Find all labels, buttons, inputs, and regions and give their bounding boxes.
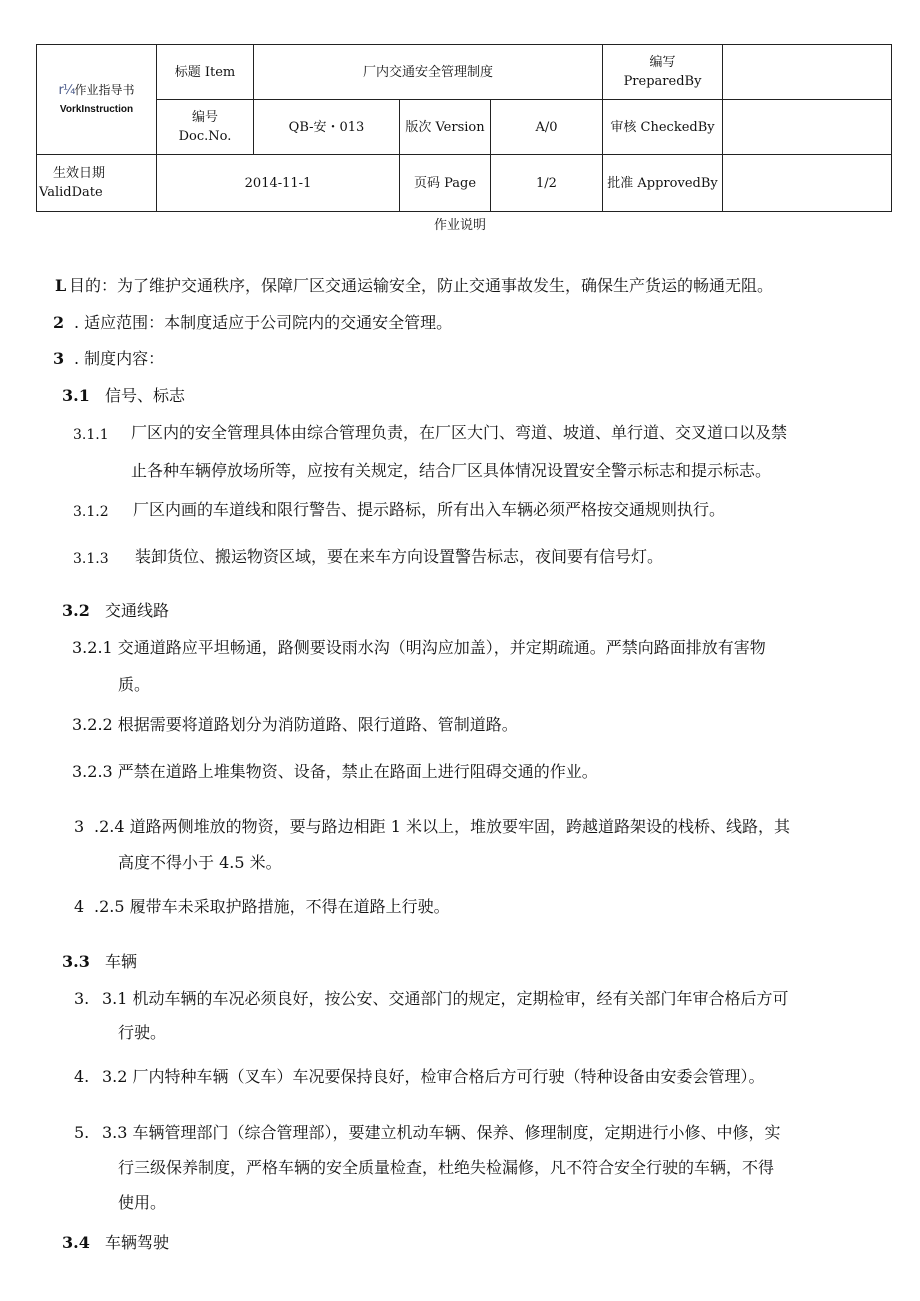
item-3-2-1-line1: 3.2.1 交通道路应平坦畅通，路侧要设雨水沟（明沟应加盖），并定期疏通。严禁向路面排放有害物 <box>72 638 766 657</box>
item-3-1-2-text: 厂区内画的车道线和限行警告、提示路标，所有出入车辆必须严格按交通规则执行。 <box>133 500 726 519</box>
version-label: 版次 Version <box>400 100 491 155</box>
logo-subtitle: VorkInstruction <box>59 103 134 115</box>
item-3-2-4-number: 3 <box>74 817 85 836</box>
section-1-text: 目的：为了维护交通秩序，保障厂区交通运输安全，防止交通事故发生，确保生产货运的畅通无阻。 <box>69 276 774 295</box>
section-3-3-number: 3.3 <box>62 952 90 971</box>
item-3-2-4-line2: 高度不得小于 4.5 米。 <box>118 853 282 872</box>
checked-label: 审核 CheckedBy <box>603 100 723 155</box>
item-3-2-2-text: 3.2.2 根据需要将道路划分为消防道路、限行道路、管制道路。 <box>72 715 518 734</box>
section-3-4-number: 3.4 <box>62 1233 90 1252</box>
valid-date-label-en: ValidDate <box>39 185 103 200</box>
item-3-1-2-number: 3.1.2 <box>73 504 109 520</box>
valid-date-label-cn: 生效日期 <box>53 166 106 181</box>
logo-title: 作业指导书 <box>74 82 135 97</box>
section-3-text: . 制度内容： <box>74 349 165 368</box>
item-3-1-1-number: 3.1.1 <box>73 427 109 443</box>
item-3-3-1-number: 3. <box>74 989 90 1008</box>
section-3-3-heading: 车辆 <box>105 952 138 971</box>
document-header-table <box>36 44 892 212</box>
item-3-2-4-line1: .2.4 道路两侧堆放的物资，要与路边相距 1 米以上，堆放要牢固，跨越道路架设的栈桥、线路，其 <box>94 817 790 836</box>
item-3-3-1-line2: 行驶。 <box>118 1023 167 1042</box>
item-3-3-3-line1: 3.3 车辆管理部门（综合管理部），要建立机动车辆、保养、修理制度，定期进行小修、中修，实 <box>102 1123 781 1142</box>
item-3-3-1-line1: 3.1 机动车辆的车况必须良好，按公安、交通部门的规定，定期检审，经有关部门年审合格后方可 <box>102 989 789 1008</box>
valid-date-value: 2014-11-1 <box>157 155 400 212</box>
item-3-3-3-line3: 使用。 <box>118 1193 167 1212</box>
prepared-label-en: PreparedBy <box>623 74 702 89</box>
item-3-3-2-number: 4. <box>74 1067 90 1086</box>
section-3-2-heading: 交通线路 <box>105 601 170 620</box>
item-3-1-3-number: 3.1.3 <box>73 551 109 567</box>
item-3-1-1-line1: 厂区内的安全管理具体由综合管理负责，在厂区大门、弯道、坡道、单行道、交叉道口以及禁 <box>131 423 788 442</box>
valid-date-label <box>37 155 157 212</box>
docno-label-cn: 编号 <box>191 110 218 125</box>
item-3-2-1-line2: 质。 <box>118 675 151 694</box>
item-3-2-5-text: .2.5 履带车未采取护路措施，不得在道路上行驶。 <box>94 897 450 916</box>
item-3-3-2-text: 3.2 厂内特种车辆（叉车）车况要保持良好，检审合格后方可行驶（特种设备由安委会管理）。 <box>102 1067 765 1086</box>
docno-label-en: Doc.No. <box>178 129 232 144</box>
section-3-4-heading: 车辆驾驶 <box>105 1233 170 1252</box>
approved-label: 批准 ApprovedBy <box>603 155 723 212</box>
approved-value <box>723 155 892 212</box>
item-label: 标题 Item <box>157 45 254 100</box>
checked-value <box>723 100 892 155</box>
section-3-1-heading: 信号、标志 <box>105 386 186 405</box>
section-3-number: 3 <box>53 349 65 368</box>
item-3-1-1-line2: 止各种车辆停放场所等，应按有关规定，结合厂区具体情况设置安全警示标志和提示标志。 <box>131 461 772 480</box>
docno-label <box>157 100 254 155</box>
prepared-label-cn: 编写 <box>649 55 676 70</box>
section-3-2-number: 3.2 <box>62 601 90 620</box>
item-3-2-5-number: 4 <box>74 897 85 916</box>
page-label: 页码 Page <box>400 155 491 212</box>
item-3-1-3-text: 装卸货位、搬运物资区域，要在来车方向设置警告标志，夜间要有信号灯。 <box>135 547 664 566</box>
item-3-3-3-line2: 行三级保养制度，严格车辆的安全质量检查，杜绝失检漏修，凡不符合安全行驶的车辆，不得 <box>118 1158 775 1177</box>
section-2-number: 2 <box>53 313 65 332</box>
logo-mark: r¼ <box>58 82 75 98</box>
docno-value: QB-安・013 <box>254 100 400 155</box>
item-3-3-3-number: 5. <box>74 1123 90 1142</box>
document-title: 厂内交通安全管理制度 <box>254 45 603 100</box>
section-caption: 作业说明 <box>433 218 486 233</box>
prepared-label <box>603 45 723 100</box>
section-2-text: . 适应范围：本制度适应于公司院内的交通安全管理。 <box>74 313 453 332</box>
page-value: 1/2 <box>491 155 603 212</box>
item-3-2-3-text: 3.2.3 严禁在道路上堆集物资、设备，禁止在路面上进行阻碍交通的作业。 <box>72 762 598 781</box>
section-1-number: L <box>55 276 67 295</box>
version-value: A/0 <box>491 100 603 155</box>
company-logo <box>37 45 157 155</box>
prepared-value <box>723 45 892 100</box>
section-3-1-number: 3.1 <box>62 386 90 405</box>
